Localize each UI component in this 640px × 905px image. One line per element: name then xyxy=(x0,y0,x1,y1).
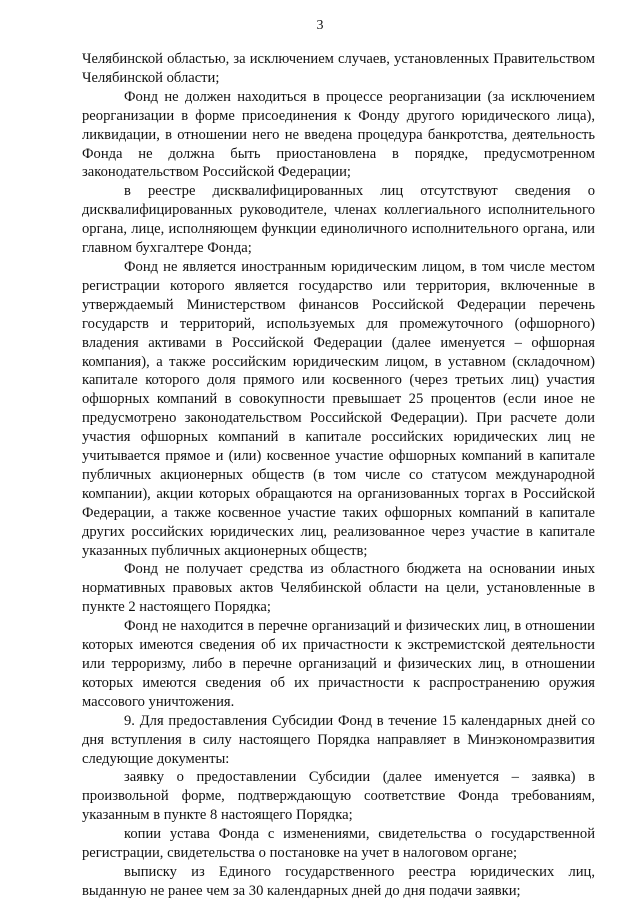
page-number: 3 xyxy=(316,18,324,33)
paragraph-regional-budget: Фонд не получает средства из областного бюджета на основании иных нормативных правовых актов Челябинской области на цели, установленные в пункте 2 настоящего Порядка; xyxy=(82,561,595,616)
paragraph-offshore: Фонд не является иностранным юридическим лицом, в том числе местом регистрации которого является государство или территория, включенные в утверждаемый Министерством финансов Российской Федерации перечень государств и территорий, используемых для промежуточного (офшорного) владения активами в Российской Федерации (далее именуется – офшорная компания), а также российским юридическим лицом, в уставном (складочном) капитале которого доля прямого или косвенного (через третьих лиц) участия офшорных компаний в совокупности превышает 25 процентов (если иное не предусмотрено законодательством Российской Федерации). При расчете доли участия офшорных компаний в капитале российских юридических лиц не учитывается прямое и (или) косвенное участие офшорных компаний в капитале публичных акционерных обществ (в том числе со статусом международной компании), акции которых обращаются на организованных торгах в Российской Федерации, а также косвенное участие таких офшорных компаний в капитале других российских юридических лиц, реализованное через участие в капитале указанных публичных акционерных обществ; xyxy=(82,258,595,559)
paragraph-registry-extract: выписку из Единого государственного реестра юридических лиц, выданную не ранее чем за 30 календарных дней до дня подачи заявки; xyxy=(82,863,595,899)
paragraph-application: заявку о предоставлении Субсидии (далее именуется – заявка) в произвольной форме, подтверждающую соответствие Фонда требованиям, указанным в пункте 8 настоящего Порядка; xyxy=(82,769,595,824)
paragraph-disqualified-registry: в реестре дисквалифицированных лиц отсутствуют сведения о дисквалифицированных руководителе, членах коллегиального исполнительного органа, лице, исполняющем функции единоличного исполнительного органа, или главном бухгалтере Фонда; xyxy=(82,183,595,257)
paragraph-charter-copies: копии устава Фонда с изменениями, свидетельства о государственной регистрации, свидетельства о постановке на учет в налоговом органе; xyxy=(82,826,595,862)
paragraph-extremism-list: Фонд не находится в перечне организаций и физических лиц, в отношении которых имеются сведения об их причастности к экстремистской деятельности или терроризму, либо в перечне организаций и физических лиц, в отношении которых имеются сведения об их причастности к распространению оружия массового уничтожения. xyxy=(82,618,595,710)
paragraph-item-9: 9. Для предоставления Субсидии Фонд в течение 15 календарных дней со дня вступления в силу настоящего Порядка направляет в Минэкономразвития следующие документы: xyxy=(82,712,595,767)
paragraph-continuation: Челябинской областью, за исключением случаев, установленных Правительством Челябинской области; xyxy=(82,51,595,86)
paragraph-reorganization: Фонд не должен находиться в процессе реорганизации (за исключением реорганизации в форме присоединения к Фонду другого юридического лица), ликвидации, в отношении него не введена процедура банкротства, деятельность Фонда не должна быть приостановлена в порядке, предусмотренном законодательством Российской Федерации; xyxy=(82,88,595,181)
document-body xyxy=(82,50,595,901)
